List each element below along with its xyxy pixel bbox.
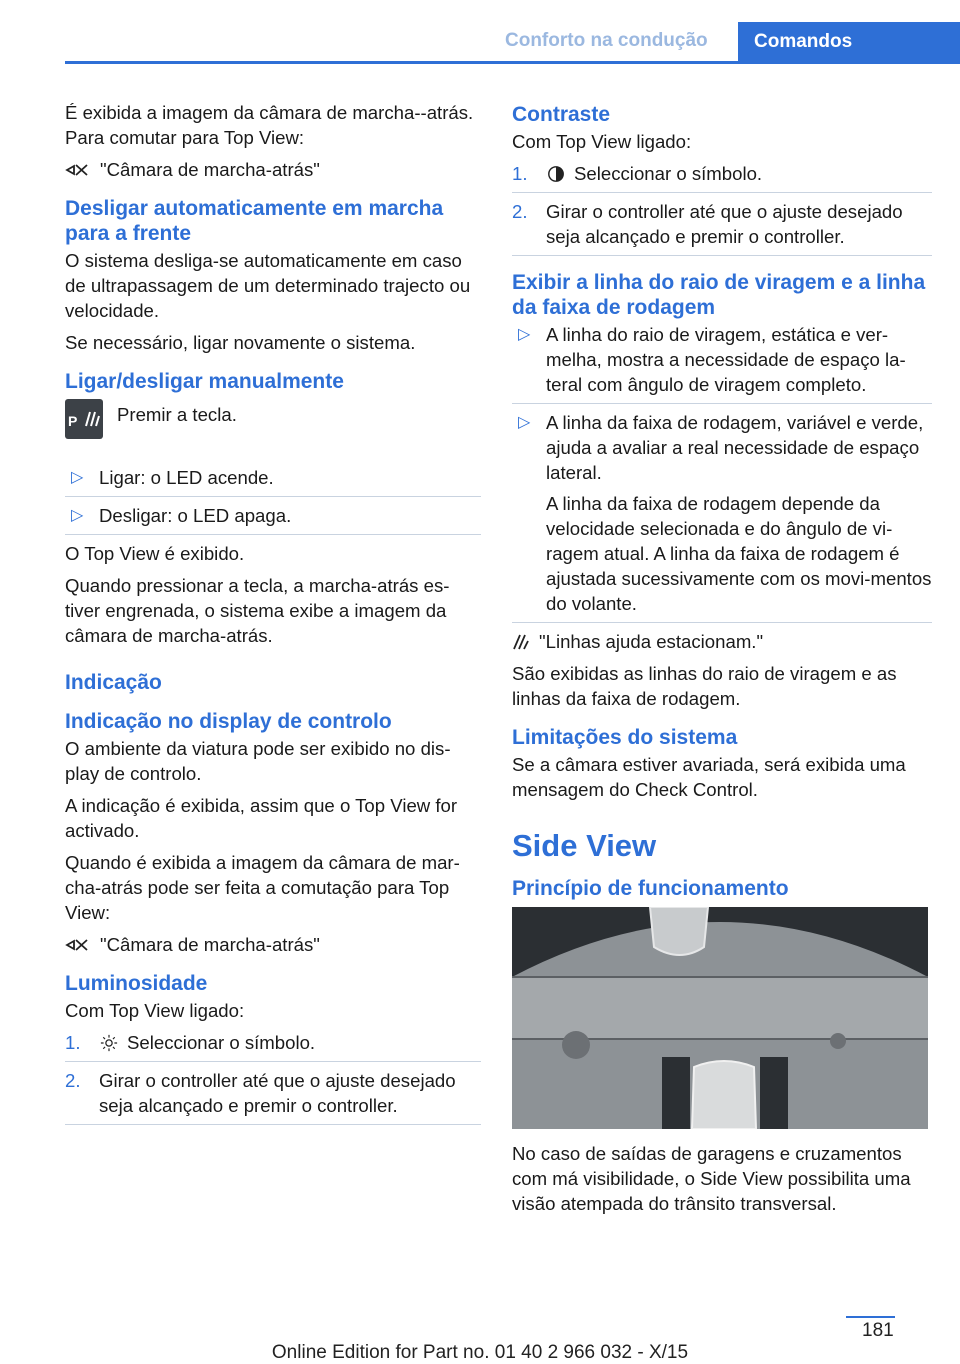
heading-auto-off: Desligar automaticamente em marcha para a frente [65,197,444,245]
chapter-tab [738,22,960,62]
list-item [65,503,481,535]
lines-shown-text: São exibidas as linhas do raio de viragem e as linhas da faixa de rodagem. [512,663,897,709]
bullet-triangle-icon: ▷ [71,507,84,524]
list-item [512,199,932,256]
bullet-triangle-icon: ▷ [71,469,84,486]
list-item [65,465,481,497]
display-text-2: A indicação é exibida, assim que o Top View for activado. [65,795,458,841]
step-number: 1. [65,1032,81,1053]
list-item [512,322,932,404]
intro-text: É exibida a imagem da câmara de marcha--atrás. Para comutar para Top View: [65,102,474,148]
heading-manual: Ligar/desligar manualmente [65,370,344,393]
waves-icon [82,410,100,428]
camera-icon [65,161,89,179]
list-item [65,1030,481,1062]
bullet-triangle-icon: ▷ [518,326,531,343]
heading-side-view: Side View [512,828,657,863]
side-view-image [512,907,928,1129]
topview-shown-text: O Top View é exibido. [65,543,245,564]
limits-text: Se a câmara estiver avariada, será exibida uma mensagem do Check Control. [512,754,906,800]
heading-contrast: Contraste [512,103,611,126]
page-header [0,0,960,62]
list-item-text: Desligar: o LED apaga. [99,505,292,526]
menu-path-label: "Câmara de marcha-atrás" [100,159,320,180]
side-view-caption: No caso de saídas de garagens e cruzamentos com má visibilidade, o Side View possibilita uma visão atempada do trânsito transversal. [512,1143,911,1214]
list-item-text: A linha do raio de viragem, estática e ver-melha, mostra a necessidade de espaço la-teral com ângulo de viragem completo. [546,324,906,395]
brightness-intro: Com Top View ligado: [65,1000,245,1021]
list-item [512,410,932,623]
section-title: Conforto na condução [505,30,708,51]
auto-off-text-2: Se necessário, ligar novamente o sistema. [65,332,416,353]
right-column [512,100,932,1223]
display-text-3: Quando é exibida a imagem da câmara de mar-cha-atrás pode ser feita a comutação para Top View: [65,852,460,923]
list-item-text: Seleccionar o símbolo. [574,163,763,184]
menu-path [512,629,932,654]
list-item [512,161,932,193]
heading-display: Indicação no display de controlo [65,710,392,733]
list-item-text: Ligar: o LED acende. [99,467,274,488]
menu-path [65,157,481,182]
list-item-text: A linha da faixa de rodagem, variável e verde, ajuda a avaliar a real necessidade de espaço lateral. [546,412,924,483]
page-number: 181 [862,1320,894,1341]
menu-path-label: "Linhas ajuda estacionam." [539,631,764,652]
step-number: 2. [512,201,528,222]
park-view-button-icon [65,399,103,439]
chapter-tab-label: Comandos [754,31,853,52]
button-icon-label: P [68,413,78,429]
list-item-text: Girar o controller até que o ajuste desejado seja alcançado e premir o controller. [546,201,903,247]
bullet-triangle-icon: ▷ [518,414,531,431]
heading-brightness: Luminosidade [65,972,208,995]
contrast-intro: Com Top View ligado: [512,131,692,152]
brightness-icon [99,1034,119,1052]
auto-off-text: O sistema desliga-se automaticamente em caso de ultrapassagem de um determinado trajecto ou velocidade. [65,250,471,321]
reverse-text: Quando pressionar a tecla, a marcha-atrás es-tiver engrenada, o sistema exibe a imagem da câmara de marcha-atrás. [65,575,450,646]
display-text-1: O ambiente da viatura pode ser exibido no dis-play de controlo. [65,738,451,784]
heading-indicacao: Indicação [65,671,162,694]
list-item-text: Seleccionar o símbolo. [127,1032,316,1053]
list-item-text: Girar o controller até que o ajuste desejado seja alcançado e premir o controller. [99,1070,456,1116]
step-number: 1. [512,163,528,184]
camera-icon [65,936,89,954]
step-number: 2. [65,1070,81,1091]
footer-rule [846,1316,895,1318]
press-key-text: Premir a tecla. [117,404,237,425]
button-instruction [65,402,481,447]
list-item-text: A linha da faixa de rodagem depende da velocidade selecionada e do ângulo de vi-ragem atual. A linha da faixa de rodagem é ajustada sucessivamente com os movi-mentos do volante. [546,493,932,614]
heading-principle: Princípio de funcionamento [512,877,789,900]
heading-lines: Exibir a linha do raio de viragem e a linha da faixa de rodagem [512,271,926,319]
parking-lines-icon [512,633,530,651]
header-rule [65,61,960,64]
left-column [65,100,481,1131]
menu-path [65,932,481,957]
contrast-icon [546,165,566,183]
edition-text: Online Edition for Part no. 01 40 2 966 032 - X/15 [271,1342,689,1363]
list-item [65,1068,481,1125]
heading-limits: Limitações do sistema [512,726,738,749]
menu-path-label: "Câmara de marcha-atrás" [100,934,320,955]
